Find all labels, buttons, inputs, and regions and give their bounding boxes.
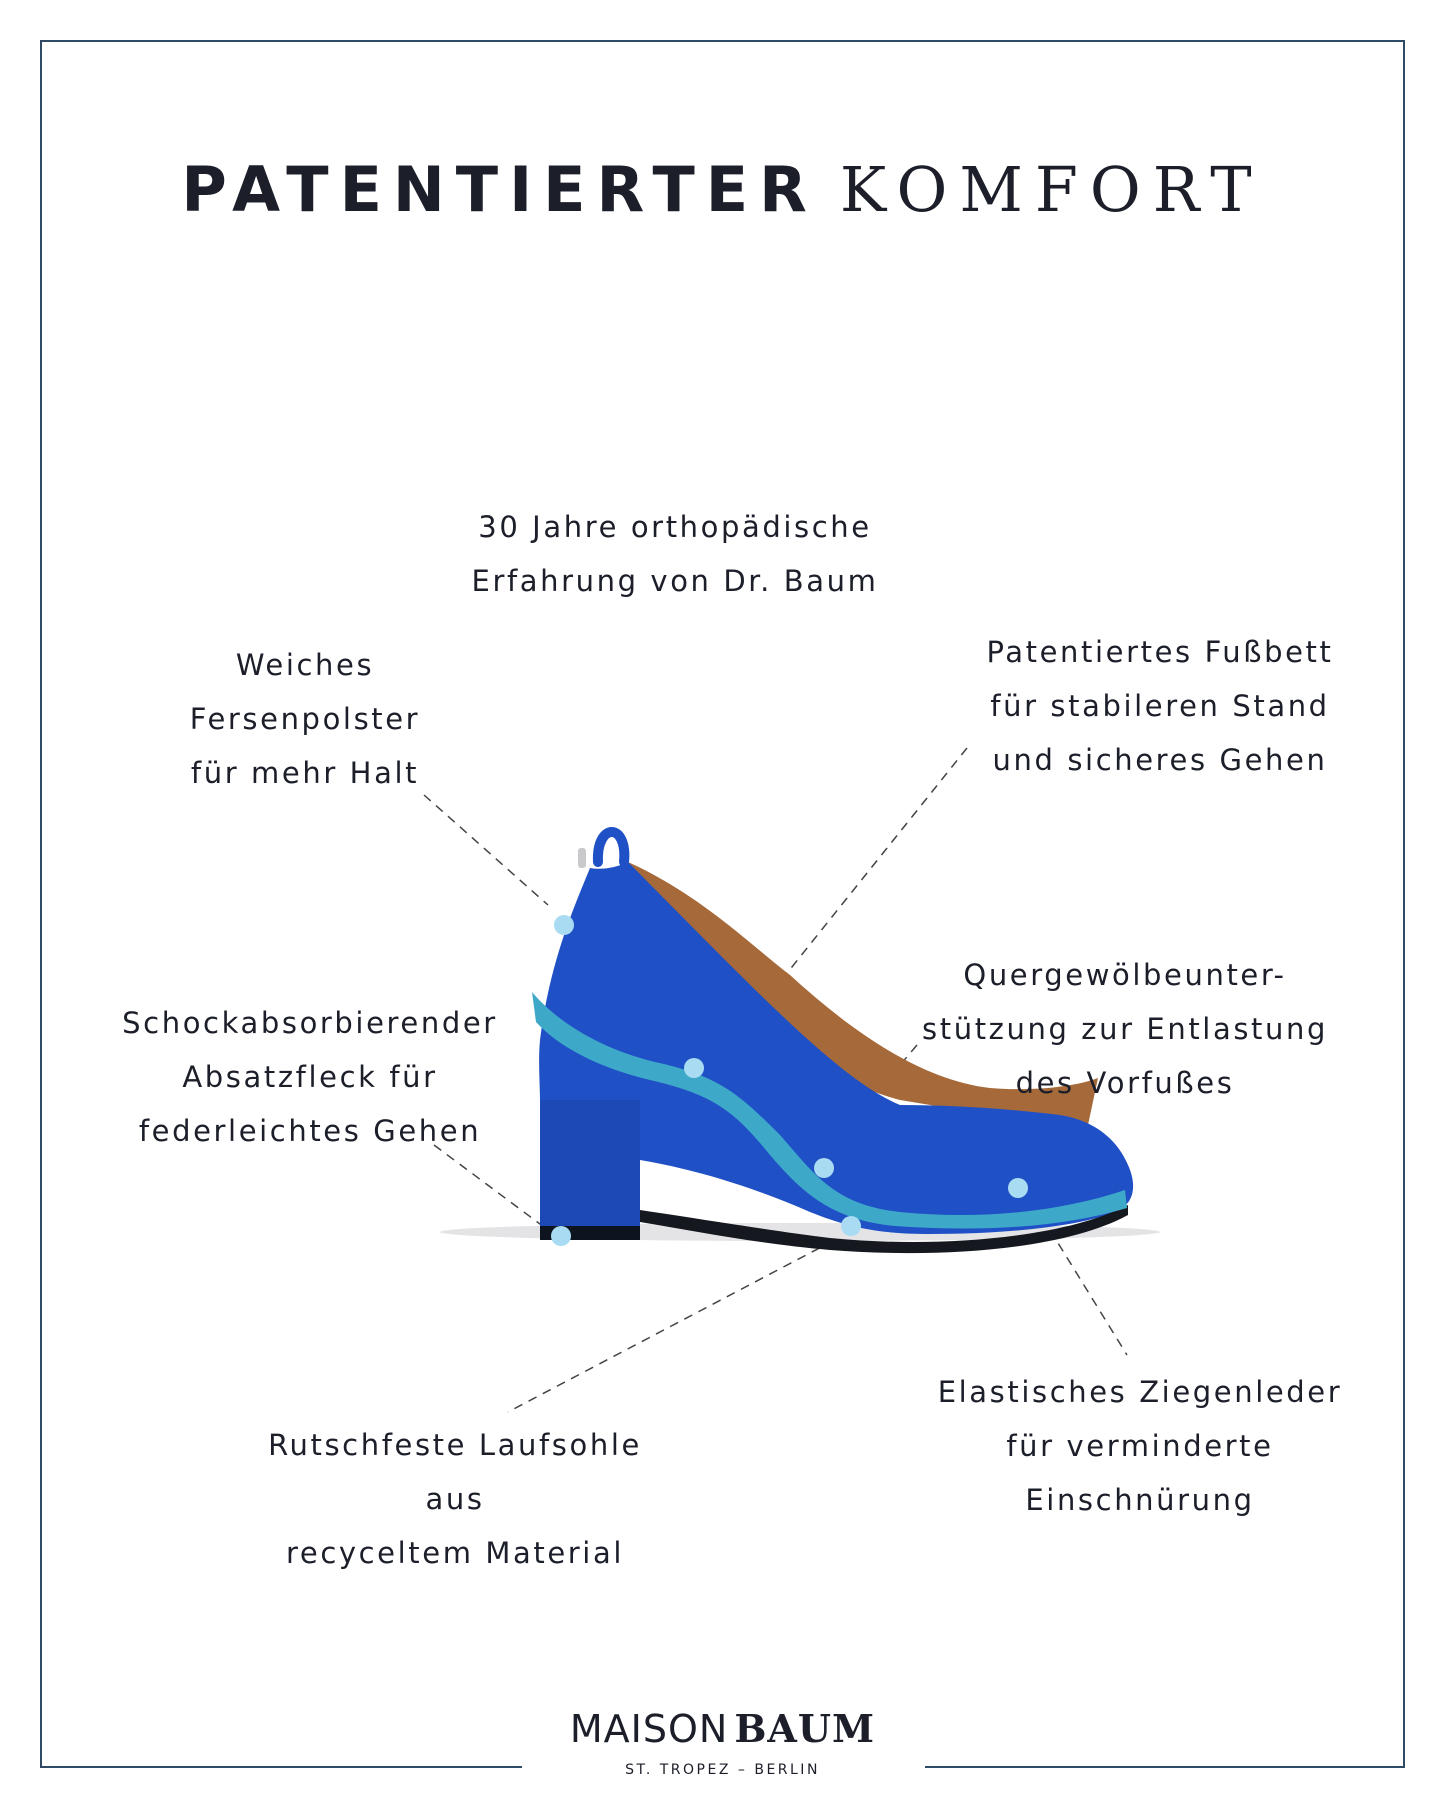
leader-leather <box>1050 1230 1127 1355</box>
feature-line: aus <box>425 1482 485 1516</box>
brand-logo <box>0 1706 1445 1751</box>
feature-line: und sicheres Gehen <box>992 743 1328 777</box>
feature-line: des Vorfußes <box>1015 1066 1235 1100</box>
feature-line: stützung zur Entlastung <box>922 1012 1328 1046</box>
zip-tab-icon <box>578 848 586 868</box>
feature-line: federleichtes Gehen <box>138 1114 482 1148</box>
leader-heel-pad <box>424 795 548 905</box>
feature-experience <box>380 500 970 608</box>
brand-name-light: MAISON <box>569 1707 729 1751</box>
feature-line: für stabileren Stand <box>990 689 1330 723</box>
feature-sole <box>220 1418 690 1580</box>
marker-dot-leather <box>1008 1178 1028 1198</box>
heel-loop <box>598 832 624 862</box>
title-part-1: PATENTIERTER <box>181 153 818 226</box>
feature-line: für mehr Halt <box>190 756 420 790</box>
brand-tagline: ST. TROPEZ – BERLIN <box>625 1762 820 1778</box>
feature-line: Fersenpolster <box>189 702 421 736</box>
feature-line: für verminderte <box>1006 1429 1274 1463</box>
feature-shock <box>70 996 550 1158</box>
title-part-2: KOMFORT <box>839 153 1264 226</box>
feature-line: Quergewölbeunter- <box>963 958 1287 992</box>
feature-line: Weiches <box>235 648 375 682</box>
marker-dot-sole <box>841 1216 861 1236</box>
feature-line: 30 Jahre orthopädische <box>478 510 872 544</box>
feature-arch <box>880 948 1370 1110</box>
feature-heel-pad <box>100 638 510 800</box>
feature-line: Schockabsorbierender <box>122 1006 498 1040</box>
brand-name-bold: BAUM <box>734 1706 876 1751</box>
marker-dot-footbed <box>684 1058 704 1078</box>
feature-line: Einschnürung <box>1025 1483 1255 1517</box>
feature-line: Rutschfeste Laufsohle <box>268 1428 642 1462</box>
marker-dot-arch <box>814 1158 834 1178</box>
marker-dot-heel-pad <box>554 915 574 935</box>
feature-footbed <box>920 625 1400 787</box>
marker-dot-shock <box>551 1226 571 1246</box>
heel-block <box>540 1100 640 1238</box>
feature-line: Patentiertes Fußbett <box>986 635 1334 669</box>
feature-line: Elastisches Ziegenleder <box>937 1375 1343 1409</box>
leader-sole <box>508 1233 848 1412</box>
feature-leather <box>900 1365 1380 1527</box>
feature-line: Erfahrung von Dr. Baum <box>471 564 879 598</box>
feature-line: recyceltem Material <box>286 1536 624 1570</box>
feature-line: Absatzfleck für <box>182 1060 438 1094</box>
